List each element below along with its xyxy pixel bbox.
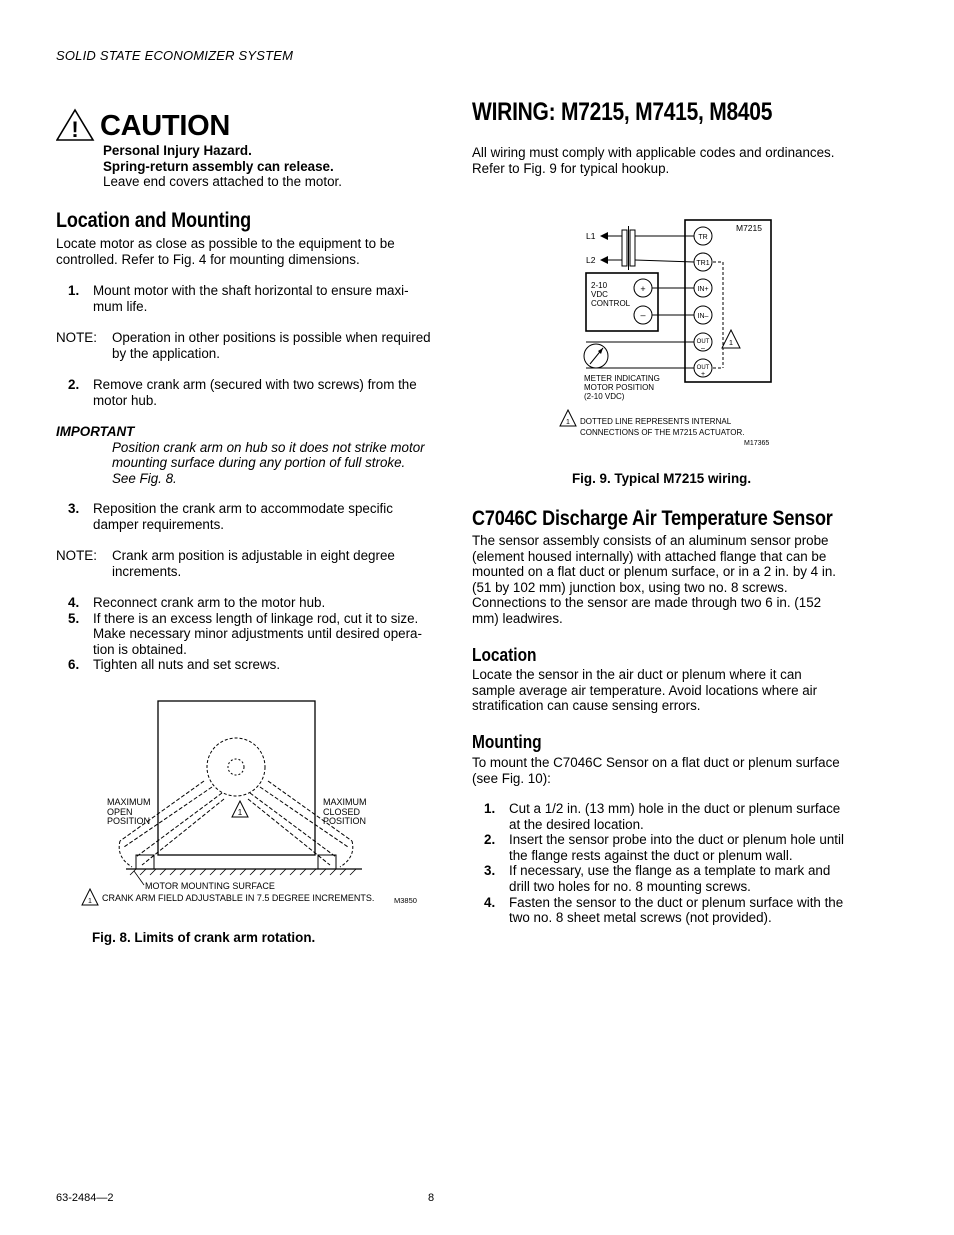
mount-step-4-number: 4. — [484, 894, 496, 910]
note-1-label: NOTE: — [56, 330, 97, 345]
note-1-line-2: by the application. — [112, 345, 220, 361]
step-2-line-2: motor hub. — [93, 392, 158, 408]
fig9-warning-number: 1 — [728, 338, 734, 347]
fig8-footnote-number: 1 — [88, 898, 92, 905]
mount-step-1-line-1: Cut a 1/2 in. (13 mm) hole in the duct or plenum surface — [509, 801, 841, 816]
mounting-line-2: (see Fig. 10): — [472, 770, 551, 786]
fig8-warning-number: 1 — [237, 808, 243, 817]
step-5-line-1: If there is an excess length of linkage rod, cut it to size. — [93, 610, 419, 626]
fig9-control-plus: + — [640, 284, 646, 294]
step-3-number: 3. — [68, 501, 80, 516]
step-5-line-3: tion is obtained. — [93, 641, 187, 657]
fig9-terminal-out-minus: OUT — [696, 339, 710, 345]
location-subheading: Location — [472, 645, 537, 665]
mount-step-3-line-2: drill two holes for no. 8 mounting screws. — [509, 879, 751, 894]
caution-line-3: Leave end covers attached to the motor. — [103, 174, 342, 190]
step-1-line-2: mum life. — [93, 298, 148, 314]
step-2-line-1: Remove crank arm (secured with two screws) from the — [93, 377, 417, 392]
mount-step-2-line-2: the flange rests against the duct or plenum wall. — [509, 847, 793, 863]
note-1-line-1: Operation in other positions is possible when required — [112, 330, 431, 345]
caution-title: CAUTION — [100, 110, 231, 142]
fig8-caption: Fig. 8. Limits of crank arm rotation. — [92, 930, 316, 945]
fig9-terminal-tr: TR — [698, 234, 708, 241]
fig8-max-closed-3: POSITION — [323, 816, 367, 826]
sensor-para-line-6: mm) leadwires. — [472, 610, 563, 626]
fig9-l1-label: L1 — [586, 231, 596, 241]
note-2-line-1: Crank arm position is adjustable in eight degree — [112, 548, 395, 563]
fig8-max-closed-1: MAXIMUM — [323, 797, 367, 807]
fig9-meter-label-2: MOTOR POSITION — [584, 383, 655, 392]
footer-page-number: 8 — [428, 1192, 435, 1204]
step-1-number: 1. — [68, 283, 80, 298]
mounting-subheading: Mounting — [472, 732, 542, 752]
caution-line-2: Spring-return assembly can release. — [103, 158, 334, 174]
mount-step-1-number: 1. — [484, 801, 496, 816]
fig9-meter-label-3: (2-10 VDC) — [584, 392, 625, 401]
important-label: IMPORTANT — [56, 424, 135, 439]
fig9-model-label: M7215 — [736, 223, 762, 233]
mount-step-3-line-1: If necessary, use the flange as a template to mark and — [509, 863, 831, 879]
step-6-number: 6. — [68, 657, 80, 673]
wiring-heading: WIRING: M7215, M7415, M8405 — [472, 98, 773, 126]
mounting-steps — [472, 801, 892, 931]
running-header: SOLID STATE ECONOMIZER SYSTEM — [56, 48, 294, 63]
sensor-para-line-2: (element housed internally) with attached flange that can be — [472, 548, 827, 564]
warning-triangle-symbol: ! — [71, 117, 79, 142]
fig8-diagram — [76, 695, 426, 915]
mount-step-3-number: 3. — [484, 863, 496, 879]
location-line-2: sample average air temperature. Avoid locations where air — [472, 682, 818, 698]
fig8-code: M3850 — [394, 896, 417, 905]
fig9-l2-label: L2 — [586, 255, 596, 265]
step-2-number: 2. — [68, 377, 80, 392]
step-4-number: 4. — [68, 595, 80, 610]
fig9-meter-label-1: METER INDICATING — [584, 374, 660, 383]
note-2-line-2: increments. — [112, 563, 182, 579]
caution-line-1: Personal Injury Hazard. — [103, 143, 252, 158]
fig9-terminal-out-minus-sign: – — [701, 345, 705, 352]
note-1 — [56, 330, 456, 362]
steps-4-6 — [56, 595, 456, 675]
fig9-terminal-in-minus: IN– — [697, 313, 709, 320]
step-4-text: Reconnect crank arm to the motor hub. — [93, 595, 326, 610]
lm-intro-line-1: Locate motor as close as possible to the equipment to be — [56, 236, 395, 251]
note-2 — [56, 548, 456, 580]
step-2 — [56, 377, 456, 409]
fig9-footnote-line-1: DOTTED LINE REPRESENTS INTERNAL — [580, 417, 732, 426]
fig8-mounting-surface-label: MOTOR MOUNTING SURFACE — [145, 881, 275, 891]
step-1-line-1: Mount motor with the shaft horizontal to ensure maxi- — [93, 283, 409, 298]
fig9-control-label-2: VDC — [591, 290, 608, 299]
fig9-terminal-tr1: TR1 — [696, 260, 710, 267]
fig9-terminal-out-plus: OUT — [696, 365, 710, 371]
warning-triangle-icon — [56, 108, 96, 142]
fig8-max-open-1: MAXIMUM — [107, 797, 151, 807]
step-3-line-1: Reposition the crank arm to accommodate specific — [93, 501, 393, 516]
lm-intro-line-2: controlled. Refer to Fig. 4 for mounting dimensions. — [56, 251, 360, 267]
important-line-3: See Fig. 8. — [112, 470, 177, 486]
mount-step-2-line-1: Insert the sensor probe into the duct or plenum hole until — [509, 832, 844, 848]
step-5-line-2: Make necessary minor adjustments until desired opera- — [93, 626, 422, 642]
step-1 — [56, 283, 456, 315]
sensor-para-line-1: The sensor assembly consists of an aluminum sensor probe — [472, 533, 829, 548]
step-3 — [56, 501, 456, 533]
fig8-max-open-3: POSITION — [107, 816, 151, 826]
fig9-control-label-1: 2-10 — [591, 281, 608, 290]
fig9-terminal-out-plus-sign: + — [700, 371, 706, 378]
fig8-footnote: CRANK ARM FIELD ADJUSTABLE IN 7.5 DEGREE INCREMENTS. — [102, 893, 375, 903]
step-5-number: 5. — [68, 610, 80, 626]
note-2-label: NOTE: — [56, 548, 97, 563]
fig9-control-label-3: CONTROL — [591, 299, 631, 308]
important-line-1: Position crank arm on hub so it does not strike motor — [112, 439, 425, 455]
footer-doc-number: 63-2484—2 — [56, 1192, 114, 1204]
important-line-2: mounting surface during any portion of full stroke. — [112, 455, 406, 471]
step-3-line-2: damper requirements. — [93, 516, 224, 532]
fig9-control-minus: – — [640, 310, 646, 320]
mount-step-4-line-1: Fasten the sensor to the duct or plenum surface with the — [509, 894, 844, 910]
fig8-max-closed-2: CLOSED — [323, 807, 361, 817]
mounting-line-1: To mount the C7046C Sensor on a flat duct or plenum surface — [472, 755, 840, 770]
fig9-wiring-diagram — [556, 214, 778, 450]
fig9-footnote-line-2: CONNECTIONS OF THE M7215 ACTUATOR. — [580, 428, 745, 437]
wiring-intro-line-2: Refer to Fig. 9 for typical hookup. — [472, 160, 670, 176]
wiring-intro-line-1: All wiring must comply with applicable codes and ordinances. — [472, 145, 835, 160]
location-line-1: Locate the sensor in the air duct or plenum where it can — [472, 667, 802, 682]
sensor-para-line-4: (51 by 102 mm) junction box, using two no. 8 screws. — [472, 579, 788, 595]
location-line-3: stratification can cause sensing errors. — [472, 698, 701, 714]
step-6-text: Tighten all nuts and set screws. — [93, 657, 281, 673]
fig9-footnote-number: 1 — [566, 419, 570, 426]
sensor-heading: C7046C Discharge Air Temperature Sensor — [472, 507, 833, 530]
sensor-para-line-3: mounted on a flat duct or plenum surface, or in a 2 in. by 4 in. — [472, 564, 836, 580]
mount-step-2-number: 2. — [484, 832, 496, 848]
mount-step-1-line-2: at the desired location. — [509, 816, 644, 832]
location-mounting-heading: Location and Mounting — [56, 209, 252, 232]
fig8-max-open-2: OPEN — [107, 807, 133, 817]
fig9-caption: Fig. 9. Typical M7215 wiring. — [572, 471, 752, 486]
fig9-terminal-in-plus: IN+ — [697, 286, 709, 293]
important-note — [56, 424, 456, 488]
mount-step-4-line-2: two no. 8 sheet metal screws (not provided). — [509, 910, 772, 926]
sensor-para-line-5: Connections to the sensor are made through two 6 in. (152 — [472, 595, 822, 611]
fig9-code: M17365 — [744, 440, 770, 447]
